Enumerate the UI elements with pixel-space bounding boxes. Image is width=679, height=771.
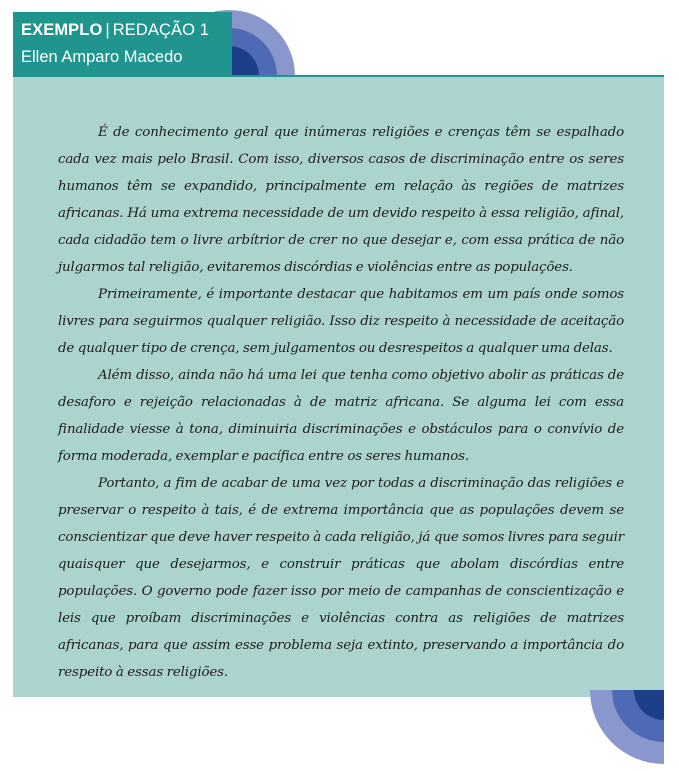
example-header-tab — [13, 12, 232, 76]
essay-paragraph-1: É de conhecimento geral que inúmeras religiões e crenças têm se espalhado cada vez mais pelo Brasil. Com isso, diversos casos de discriminação entre os seres humanos têm se expandido, principalmente em relação às regiões de matrizes africanas. Há uma extrema necessidade de um devido respeito à essa religião, afinal, cada cidadão tem o livre arbítrior de crer no que desejar e, com essa prática de não julgarmos tal religião, evitaremos discórdias e violências entre as populações. — [58, 125, 624, 275]
essay-paragraph-2: Primeiramente, é importante destacar que habitamos em um país onde somos livres para seguirmos qualquer religião. Isso diz respeito à necessidade de aceitação de qualquer tipo de crença, sem julgamentos ou desrespeitos a qualquer uma delas. — [58, 287, 624, 356]
header-title — [21, 21, 209, 40]
essay-paragraph-4: Portanto, a fim de acabar de uma vez por todas a discriminação das religiões e preservar o respeito à tais, é de extrema importância que as populações devem se conscientizar que deve haver respeito à cada religião, já que somos livres para seguir quaisquer que desejarmos, e construir práticas que abolam discórdias entre populações. O governo pode fazer isso por meio de campanhas de conscientização e leis que proíbam discriminações e violências contra as religiões de matrizes africanas, para que assim esse problema seja extinto, preservando a importância do respeito à essas religiões. — [58, 476, 624, 680]
essay-body — [58, 119, 624, 686]
header-label: EXEMPLO — [21, 21, 103, 39]
essay-paragraph-3: Além disso, ainda não há uma lei que tenha como objetivo abolir as práticas de desaforo e rejeição relacionadas à de matriz africana. Se alguma lei com essa finalidade viesse à tona, diminuiria discriminações e obstáculos para o convívio de forma moderada, exemplar e pacífica entre os seres humanos. — [58, 368, 624, 464]
concentric-arc-decoration-bottom — [590, 690, 664, 771]
essay-panel — [13, 77, 664, 697]
author-name: Ellen Amparo Macedo — [21, 48, 183, 66]
header-separator: | — [105, 21, 110, 39]
header-subtitle: REDAÇÃO 1 — [112, 21, 210, 39]
